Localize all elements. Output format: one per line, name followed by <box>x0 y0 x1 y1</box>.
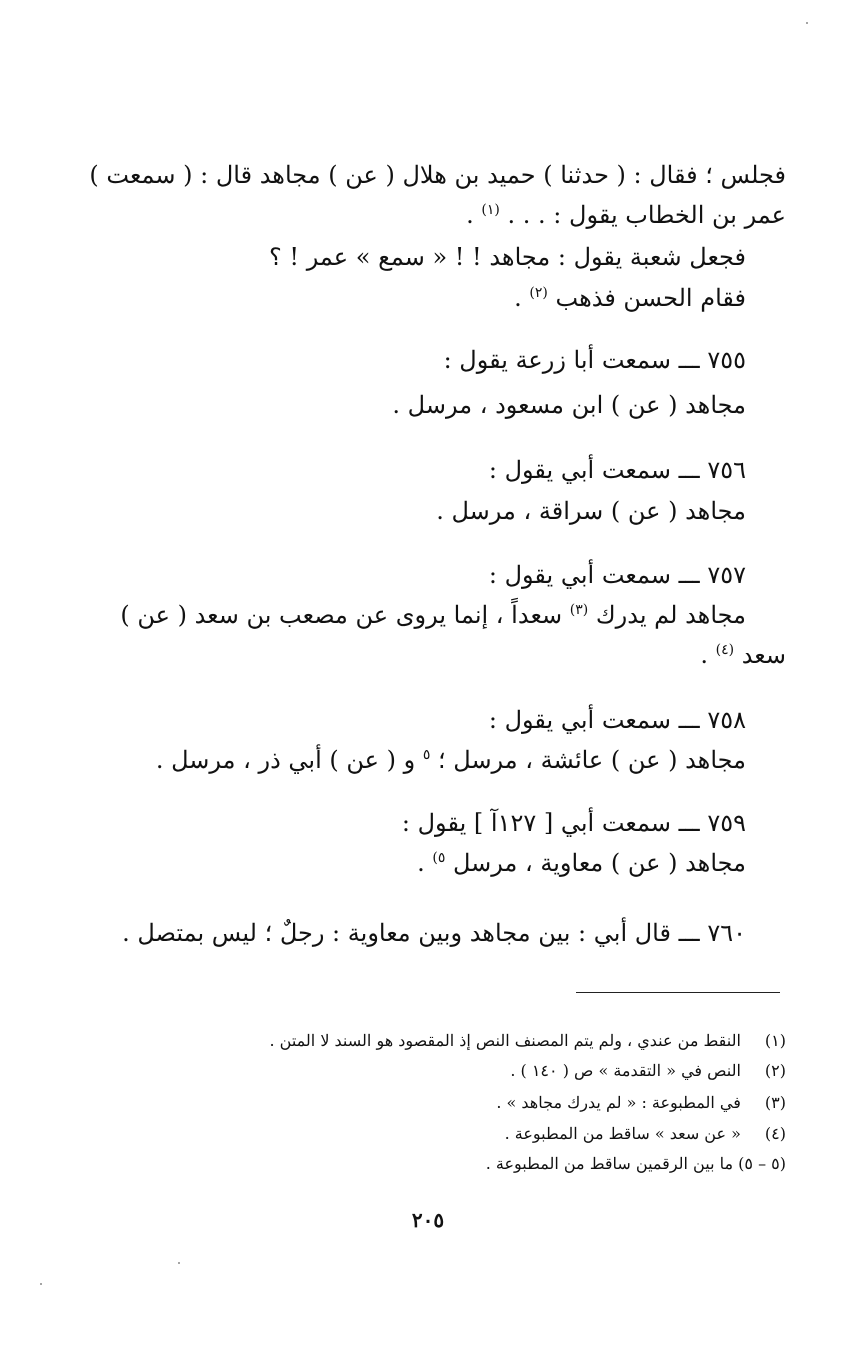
footnote-4 <box>70 1123 786 1145</box>
footnote-ref-5-end[interactable]: ٥) <box>432 850 446 866</box>
entry-759-body-text: مجاهد ( عن ) معاوية ، مرسل <box>452 849 746 877</box>
line-2-text: عمر بن الخطاب يقول : . . . <box>507 201 786 229</box>
entry-757-body-part-1: مجاهد لم يدرك <box>595 601 746 629</box>
footnote-1 <box>70 1030 786 1052</box>
footnote-ref-3[interactable]: (٣) <box>569 602 589 618</box>
entry-760-text: ٧٦٠ ـــ قال أبي : بين مجاهد وبين معاوية : رجلٌ ؛ ليس بمتصل . <box>122 919 746 947</box>
footnote-5-text: ما بين الرقمين ساقط من المطبوعة . <box>485 1154 734 1173</box>
footnote-2-number: (٢) <box>764 1061 786 1080</box>
entry-755-body-text: مجاهد ( عن ) ابن مسعود ، مرسل . <box>392 391 746 419</box>
entry-758-body-part-2: و ( عن ) أبي ذر ، مرسل . <box>155 746 416 774</box>
entry-759-body-end: . <box>417 849 425 877</box>
entry-757-continuation-text: سعد <box>741 641 786 669</box>
line-2-end: . <box>466 201 474 229</box>
footnote-3-number: (٣) <box>764 1093 786 1112</box>
line-4-text: فقام الحسن فذهب <box>555 284 746 312</box>
footnote-1-number: (١) <box>764 1031 786 1050</box>
entry-759-heading-text: ٧٥٩ ـــ سمعت أبي [ ١٢٧آ ] يقول : <box>401 809 746 837</box>
entry-758-body-part-1: مجاهد ( عن ) عائشة ، مرسل ؛ <box>438 746 746 774</box>
footnote-separator <box>576 992 780 993</box>
entry-755-body <box>70 390 746 420</box>
entry-756-heading-text: ٧٥٦ ـــ سمعت أبي يقول : <box>488 456 746 484</box>
footnote-5-number: (٥ – ٥) <box>738 1154 786 1173</box>
scan-speck <box>178 1262 180 1264</box>
footnote-ref-1[interactable]: (١) <box>481 202 500 218</box>
entry-757-heading <box>70 560 746 590</box>
footnote-ref-5-start[interactable]: ٥ <box>422 747 431 763</box>
entry-755-heading <box>70 345 746 375</box>
footnote-4-text: « عن سعد » ساقط من المطبوعة . <box>504 1124 741 1143</box>
line-3-text: فجعل شعبة يقول : مجاهد ! ! « سمع » عمر ! ؟ <box>269 243 746 271</box>
entry-757-body-part-2: سعداً ، إنما يروى عن مصعب بن سعد ( عن ) <box>120 601 563 629</box>
footnote-3 <box>70 1092 786 1114</box>
footnote-5 <box>70 1153 786 1175</box>
entry-758-heading-text: ٧٥٨ ـــ سمعت أبي يقول : <box>488 706 746 734</box>
scan-speck <box>806 22 808 24</box>
footnote-2-text: النص في « التقدمة » ص ( ١٤٠ ) . <box>510 1061 741 1080</box>
page-number: ٢٠٥ <box>411 1208 445 1232</box>
line-1-text: فجلس ؛ فقال : ( حدثنا ) حميد بن هلال ( عن ) مجاهد قال : ( سمعت ) <box>89 161 786 189</box>
entry-758-heading <box>70 705 746 735</box>
entry-758-body <box>70 745 746 775</box>
entry-759-heading <box>70 808 746 838</box>
entry-756-body <box>70 496 746 526</box>
entry-757-continuation <box>70 640 786 670</box>
footnote-2 <box>70 1060 786 1082</box>
footnote-4-number: (٤) <box>764 1124 786 1143</box>
footnote-3-text: في المطبوعة : « لم يدرك مجاهد » . <box>496 1093 741 1112</box>
entry-760 <box>70 918 746 948</box>
scan-speck <box>40 1283 42 1285</box>
text-line-3 <box>70 242 746 272</box>
text-line-1 <box>70 160 786 190</box>
entry-757-body <box>70 600 746 630</box>
line-4-end: . <box>514 284 522 312</box>
entry-756-body-text: مجاهد ( عن ) سراقة ، مرسل . <box>436 497 746 525</box>
footnote-ref-4[interactable]: (٤) <box>715 642 735 658</box>
entry-757-continuation-end: . <box>700 641 708 669</box>
footnote-1-text: النقط من عندي ، ولم يتم المصنف النص إذ المقصود هو السند لا المتن . <box>269 1031 741 1050</box>
footnote-ref-2[interactable]: (٢) <box>529 285 548 301</box>
text-line-2 <box>70 200 786 230</box>
entry-757-heading-text: ٧٥٧ ـــ سمعت أبي يقول : <box>488 561 746 589</box>
entry-755-heading-text: ٧٥٥ ـــ سمعت أبا زرعة يقول : <box>443 346 746 374</box>
entry-756-heading <box>70 455 746 485</box>
entry-759-body <box>70 848 746 878</box>
text-line-4 <box>70 283 746 313</box>
